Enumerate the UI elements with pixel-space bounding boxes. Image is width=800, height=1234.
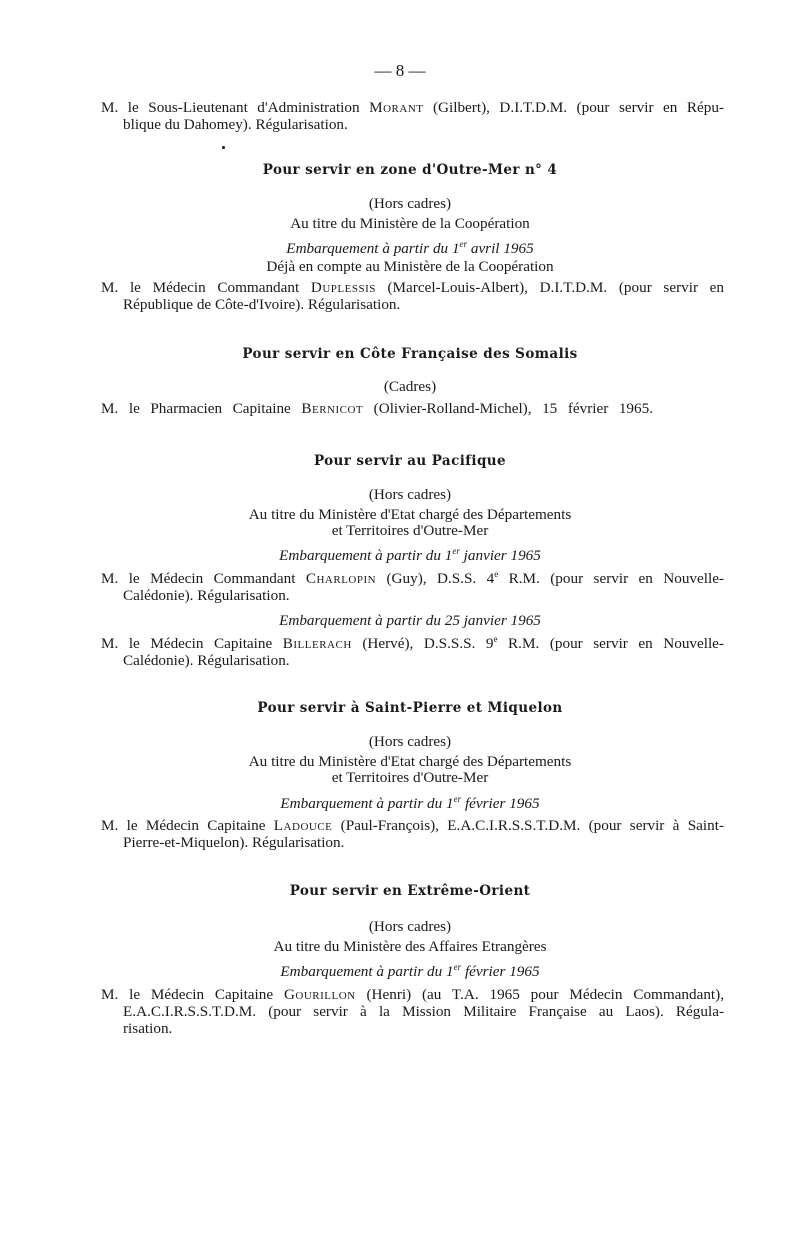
section-heading: Pour servir à Saint-Pierre et Miquelon <box>257 700 563 716</box>
section-subtitle: (Hors cadres) <box>368 195 452 212</box>
entry-line: E.A.C.I.R.S.S.T.D.M. (pour servir à la Mission Militaire Française au Laos). Régula- <box>123 1003 724 1020</box>
section-heading: Pour servir en Côte Française des Somalis <box>242 346 578 362</box>
section-heading: Pour servir au Pacifique <box>313 453 507 469</box>
section-subtitle: Au titre du Ministère d'Etat chargé des Départements <box>248 506 572 523</box>
embarkation-date: Embarquement à partir du 1er janvier 1965 <box>279 545 541 564</box>
entry-line: M. le Médecin Capitaine Billerach (Hervé), D.S.S.S. 9e R.M. (pour servir en Nouvelle- <box>101 633 724 652</box>
entry-line: M. le Médecin Capitaine Gourillon (Henri) (au T.A. 1965 pour Médecin Commandant), <box>101 986 725 1003</box>
surname: Morant <box>369 99 424 116</box>
entry-billerach <box>101 635 724 669</box>
entry-line: M. le Médecin Commandant Duplessis (Marcel-Louis-Albert), D.I.T.D.M. (pour servir en <box>101 279 724 296</box>
surname: Charlopin <box>305 570 377 587</box>
section-subtitle: Au titre du Ministère d'Etat chargé des Départements <box>248 753 572 770</box>
entry-line: Pierre-et-Miquelon). Régularisation. <box>123 834 345 851</box>
entry-line: M. le Médecin Capitaine Ladouce (Paul-François), E.A.C.I.R.S.S.T.D.M. (pour servir à Saint- <box>101 817 724 834</box>
section-subtitle: (Hors cadres) <box>368 733 452 750</box>
embarkation-date: Embarquement à partir du 1er avril 1965 <box>286 238 534 257</box>
section-subtitle: et Territoires d'Outre-Mer <box>331 522 489 539</box>
entry-duplessis <box>101 279 724 313</box>
entry-line: blique du Dahomey). Régularisation. <box>123 116 348 133</box>
entry-charlopin <box>101 570 724 604</box>
entry-bernicot <box>101 400 653 417</box>
section-subtitle: (Hors cadres) <box>368 918 452 935</box>
surname: Billerach <box>282 635 352 652</box>
entry-line: Calédonie). Régularisation. <box>123 652 290 669</box>
section-note: Déjà en compte au Ministère de la Coopération <box>266 258 554 275</box>
entry-gourillon <box>101 986 724 1037</box>
surname: Bernicot <box>301 400 364 417</box>
section-heading: Pour servir en zone d'Outre-Mer n° 4 <box>262 162 558 178</box>
section-subtitle: (Cadres) <box>383 378 437 395</box>
surname: Duplessis <box>310 279 376 296</box>
entry-line: Calédonie). Régularisation. <box>123 587 290 604</box>
entry-line: M. le Médecin Commandant Charlopin (Guy), D.S.S. 4e R.M. (pour servir en Nouvelle- <box>101 568 724 587</box>
entry-ladouce <box>101 817 724 851</box>
section-subtitle: et Territoires d'Outre-Mer <box>331 769 489 786</box>
section-subtitle: Au titre du Ministère des Affaires Etrangères <box>273 938 547 955</box>
page-number: — 8 — <box>374 61 426 80</box>
entry-line: M. le Pharmacien Capitaine Bernicot (Olivier-Rolland-Michel), 15 février 1965. <box>101 400 653 417</box>
surname: Ladouce <box>273 817 333 834</box>
entry-line: M. le Sous-Lieutenant d'Administration Morant (Gilbert), D.I.T.D.M. (pour servir en Répu- <box>101 99 724 116</box>
section-heading: Pour servir en Extrême-Orient <box>289 883 531 899</box>
entry-line: République de Côte-d'Ivoire). Régularisation. <box>123 296 401 313</box>
section-subtitle: (Hors cadres) <box>368 486 452 503</box>
surname: Gourillon <box>283 986 356 1003</box>
embarkation-date: Embarquement à partir du 1er février 1965 <box>280 961 540 980</box>
embarkation-date: Embarquement à partir du 1er février 1965 <box>280 793 540 812</box>
entry-line: risation. <box>123 1020 173 1037</box>
speck-mark <box>222 146 225 149</box>
entry-morant <box>101 99 724 133</box>
section-subtitle: Au titre du Ministère de la Coopération <box>290 215 530 232</box>
embarkation-date: Embarquement à partir du 25 janvier 1965 <box>279 612 541 629</box>
